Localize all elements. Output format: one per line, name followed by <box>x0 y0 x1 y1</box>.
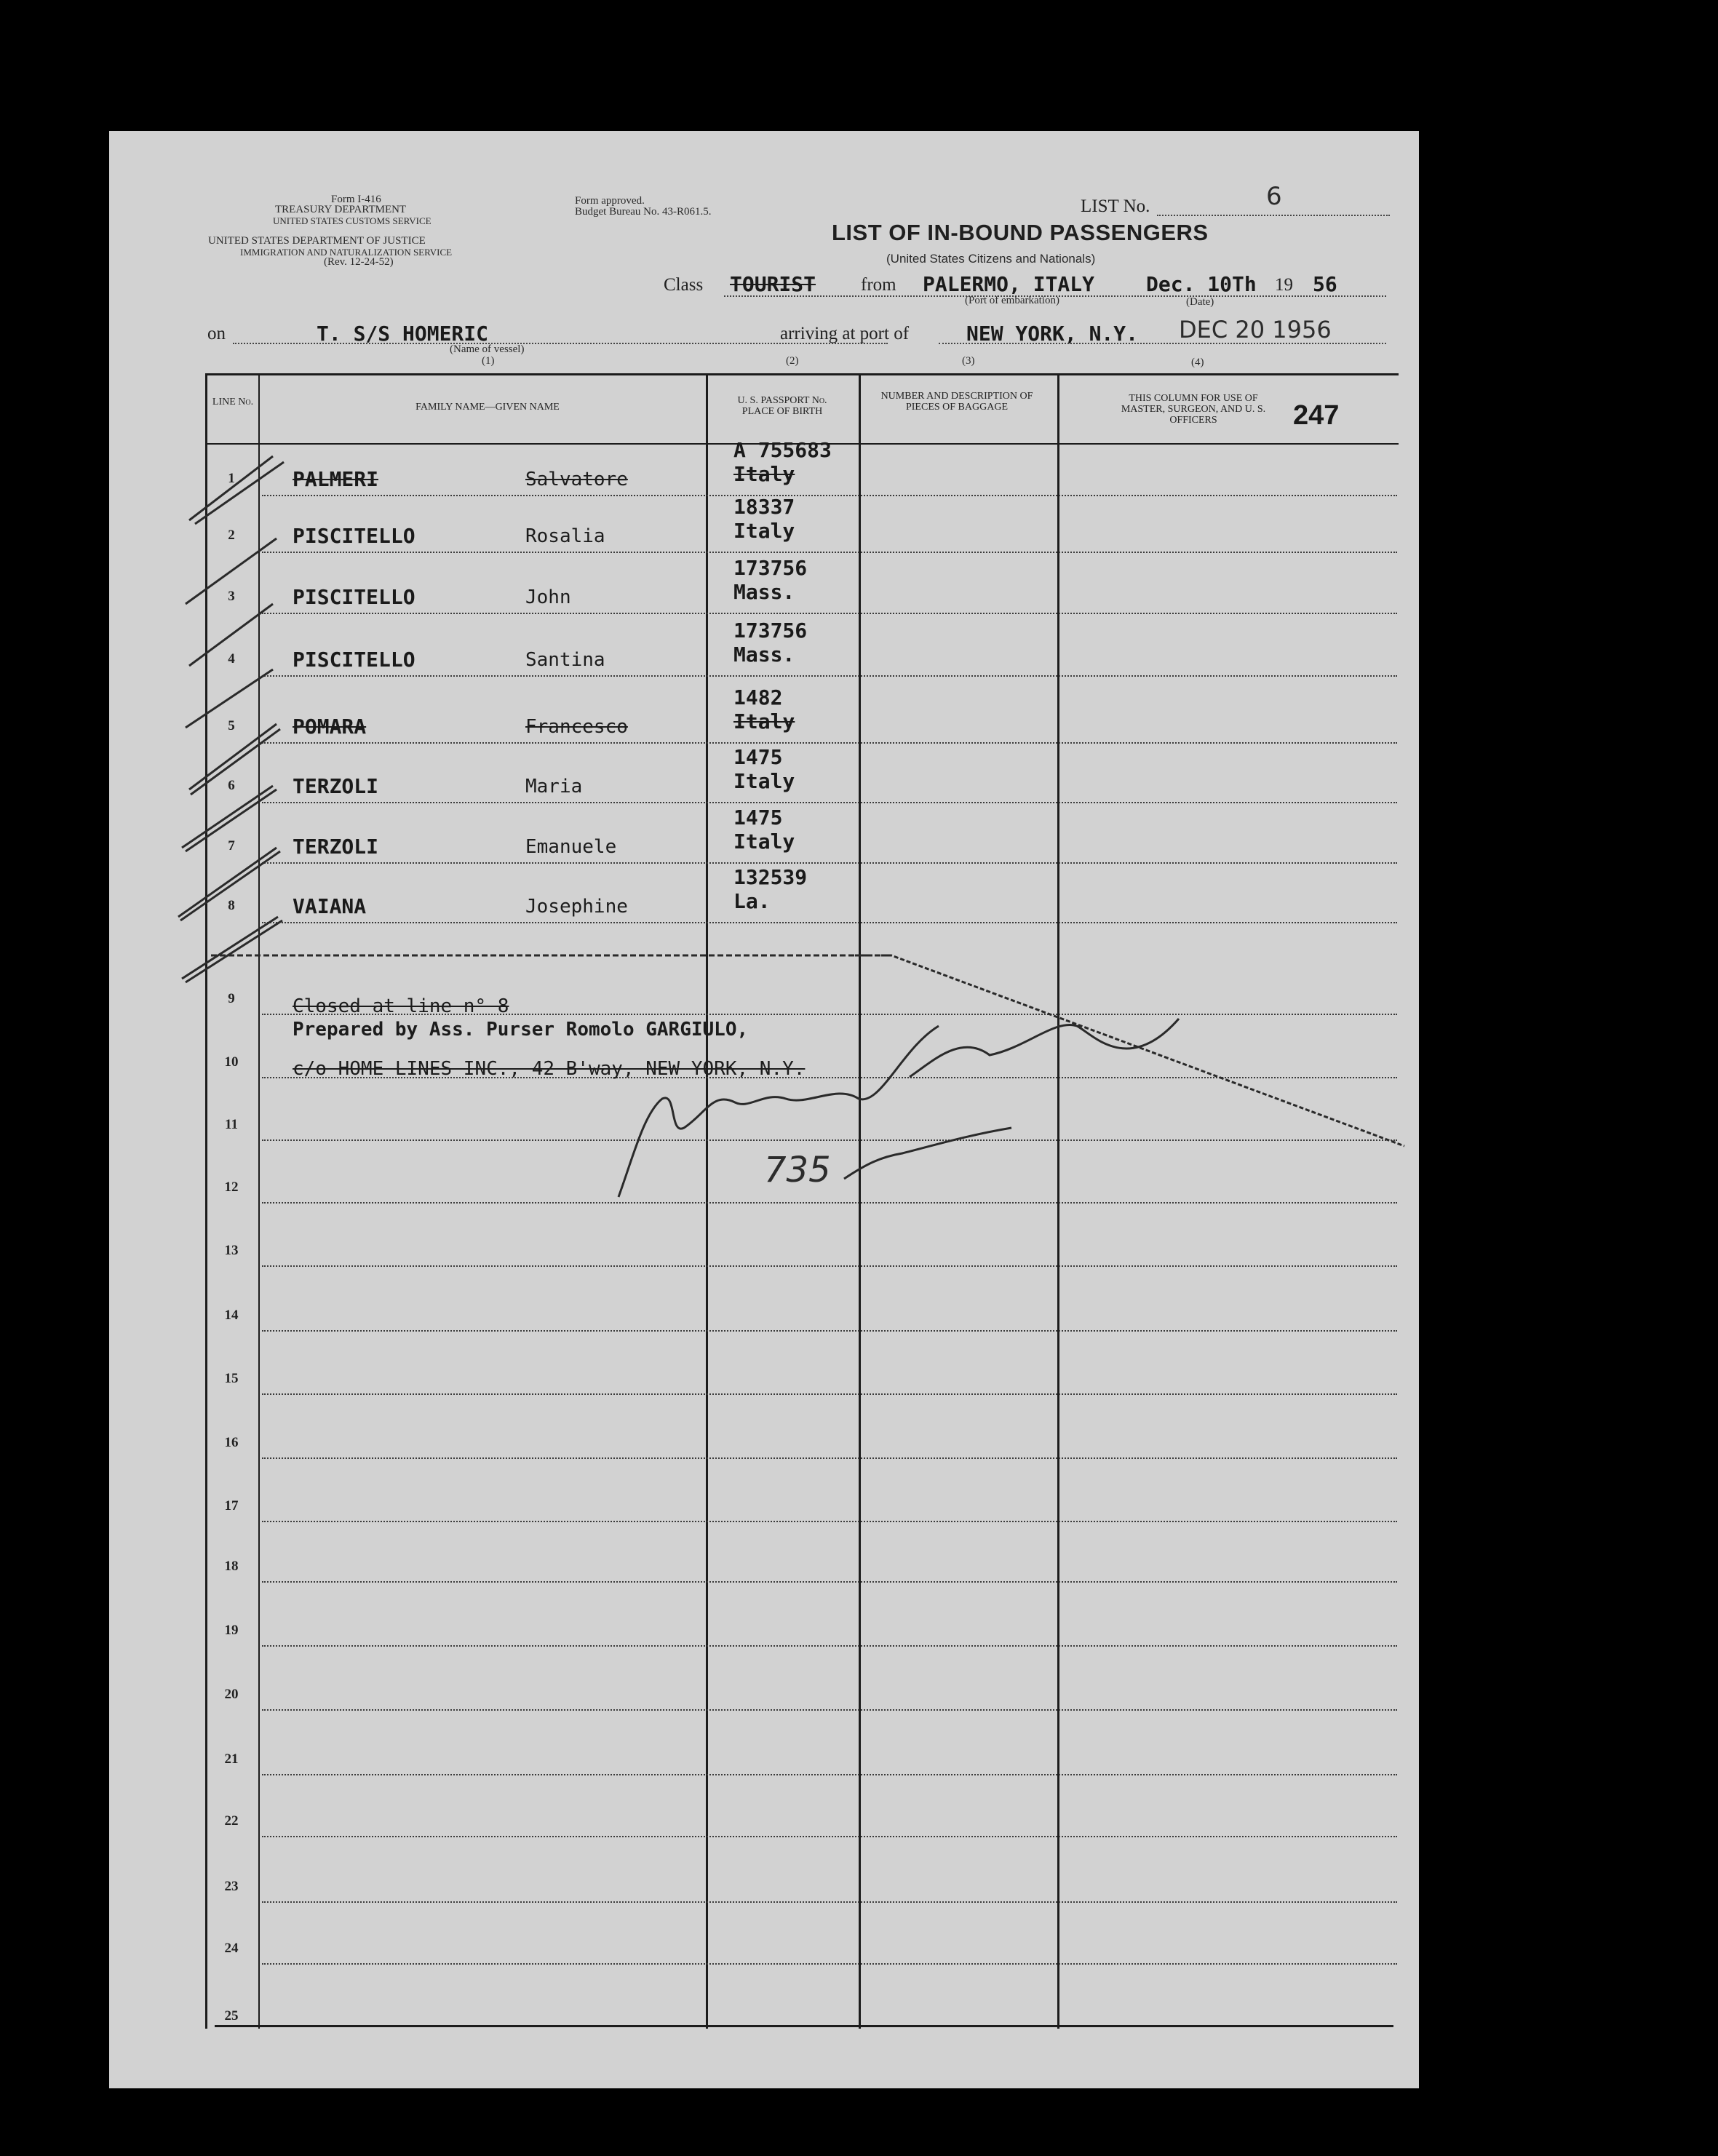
handwriting-overlay <box>109 131 1419 2088</box>
line-number: 15 <box>224 1371 239 1386</box>
check-mark-2 <box>186 538 277 604</box>
year-value: 56 <box>1313 272 1337 296</box>
line-number: 14 <box>224 1308 239 1323</box>
given-name: Emanuele <box>525 836 617 858</box>
closed-note: Closed at line n° 8 <box>293 995 509 1017</box>
line-number: 25 <box>224 2008 239 2024</box>
given-name: Josephine <box>525 896 628 918</box>
check-mark-6 <box>182 786 277 851</box>
check-mark-4 <box>186 669 273 728</box>
col-header-officers: THIS COLUMN FOR USE OF MASTER, SURGEON, AND U. S. OFFICERS <box>1121 393 1266 426</box>
place-of-birth: Mass. <box>733 580 795 604</box>
family-name: POMARA <box>293 715 367 739</box>
line-number: 22 <box>224 1813 239 1829</box>
line-number: 23 <box>224 1879 239 1894</box>
passport-number: 132539 <box>733 865 808 889</box>
family-name: PALMERI <box>293 467 379 491</box>
handwritten-number: 735 <box>764 1150 831 1190</box>
list-number-label: LIST No. <box>1081 196 1150 216</box>
line-number: 24 <box>224 1941 239 1956</box>
line-number: 9 <box>228 991 235 1006</box>
check-mark-5 <box>189 724 280 795</box>
place-of-birth: Italy <box>733 769 795 793</box>
family-name: TERZOLI <box>293 774 379 798</box>
place-of-birth: Italy <box>733 709 795 733</box>
line-number: 13 <box>224 1243 239 1258</box>
place-of-birth: Mass. <box>733 643 795 667</box>
line-number: 10 <box>224 1054 239 1070</box>
check-mark-8 <box>182 917 282 982</box>
line-number: 21 <box>224 1751 239 1767</box>
family-name: PISCITELLO <box>293 585 415 609</box>
from-label: from <box>861 275 896 295</box>
line-number: 1 <box>228 471 235 486</box>
family-name: TERZOLI <box>293 835 379 859</box>
passport-number: 1482 <box>733 685 783 709</box>
family-name: PISCITELLO <box>293 648 415 672</box>
line-number: 11 <box>225 1117 238 1132</box>
line-number: 3 <box>228 589 235 604</box>
line-number: 8 <box>228 898 235 913</box>
passport-number: 1475 <box>733 745 783 769</box>
arrival-port: NEW YORK, N.Y. <box>966 322 1139 346</box>
passport-number: 173756 <box>733 618 808 643</box>
place-of-birth: Italy <box>733 519 795 543</box>
given-name: Rosalia <box>525 525 605 547</box>
line-number: 12 <box>224 1180 239 1195</box>
given-name: Maria <box>525 776 583 797</box>
customs-heading: UNITED STATES CUSTOMS SERVICE <box>273 215 432 226</box>
column-3-number: (3) <box>962 355 975 367</box>
date-caption: (Date) <box>1186 296 1214 308</box>
passport-number: 18337 <box>733 495 795 519</box>
given-name: Francesco <box>525 716 628 738</box>
embarkation-port: PALERMO, ITALY <box>923 272 1095 296</box>
on-label: on <box>207 324 226 343</box>
passport-number: 173756 <box>733 556 808 580</box>
place-of-birth: Italy <box>733 830 795 854</box>
place-of-birth: La. <box>733 889 771 913</box>
form-approved: Form approved. <box>575 195 645 207</box>
check-mark-1 <box>189 456 284 524</box>
budget-bureau: Budget Bureau No. 43-R061.5. <box>575 206 712 218</box>
place-of-birth: Italy <box>733 462 795 486</box>
line-number: 19 <box>224 1623 239 1638</box>
port-embarkation-caption: (Port of embarkation) <box>965 295 1059 306</box>
address-note: c/o HOME LINES INC., 42 B'way, NEW YORK, N.Y. <box>293 1058 806 1080</box>
diagonal-closing-line <box>855 955 1404 1146</box>
document-subtitle: (United States Citizens and Nationals) <box>886 252 1096 266</box>
ins-heading: IMMIGRATION AND NATURALIZATION SERVICE <box>240 247 453 258</box>
passport-number: A 755683 <box>733 438 832 462</box>
given-name: Salvatore <box>525 469 628 490</box>
family-name: PISCITELLO <box>293 524 415 548</box>
column-4-number: (4) <box>1191 357 1204 368</box>
arriving-label: arriving at port of <box>780 324 910 343</box>
document-sheet <box>109 131 1419 2088</box>
prepared-note: Prepared by Ass. Purser Romolo GARGIULO, <box>293 1019 749 1041</box>
page-number: 247 <box>1293 400 1340 431</box>
year-prefix: 19 <box>1275 275 1293 295</box>
line-number: 20 <box>224 1687 239 1702</box>
line-number: 4 <box>228 651 235 667</box>
line-number: 7 <box>228 838 235 854</box>
check-mark-3 <box>189 604 273 666</box>
form-number: Form I-416 <box>331 194 381 205</box>
treasury-heading: TREASURY DEPARTMENT <box>275 204 407 215</box>
column-2-number: (2) <box>786 355 799 367</box>
line-number: 18 <box>224 1559 239 1574</box>
class-value: TOURIST <box>730 272 816 296</box>
list-number-value: 6 <box>1266 182 1282 211</box>
family-name: VAIANA <box>293 894 367 918</box>
document-title: LIST OF IN-BOUND PASSENGERS <box>832 220 1209 245</box>
line-number: 2 <box>228 528 235 543</box>
col-header-passport: U. S. PASSPORT No. PLACE OF BIRTH <box>737 395 827 417</box>
vessel-caption: (Name of vessel) <box>450 343 525 355</box>
justice-heading: UNITED STATES DEPARTMENT OF JUSTICE <box>208 235 426 247</box>
line-number: 17 <box>224 1498 239 1513</box>
check-mark-7 <box>178 848 280 920</box>
embarkation-date: Dec. 10Th <box>1146 272 1257 296</box>
given-name: John <box>525 586 571 608</box>
given-name: Santina <box>525 649 605 671</box>
col-header-name: FAMILY NAME—GIVEN NAME <box>415 402 560 413</box>
col-header-line-no: LINE No. <box>212 397 254 407</box>
vessel-name: T. S/S HOMERIC <box>317 322 489 346</box>
class-label: Class <box>664 275 704 295</box>
arrival-date: DEC 20 1956 <box>1179 316 1332 343</box>
passport-number: 1475 <box>733 805 783 830</box>
line-number: 6 <box>228 778 235 793</box>
signature-underline <box>844 1128 1011 1179</box>
line-number: 5 <box>228 718 235 733</box>
col-header-baggage: NUMBER AND DESCRIPTION OF PIECES OF BAGGAGE <box>880 391 1033 413</box>
inspector-signature <box>619 1019 1179 1197</box>
column-1-number: (1) <box>482 355 495 367</box>
line-number: 16 <box>224 1435 239 1450</box>
revision-note: (Rev. 12-24-52) <box>324 256 394 268</box>
